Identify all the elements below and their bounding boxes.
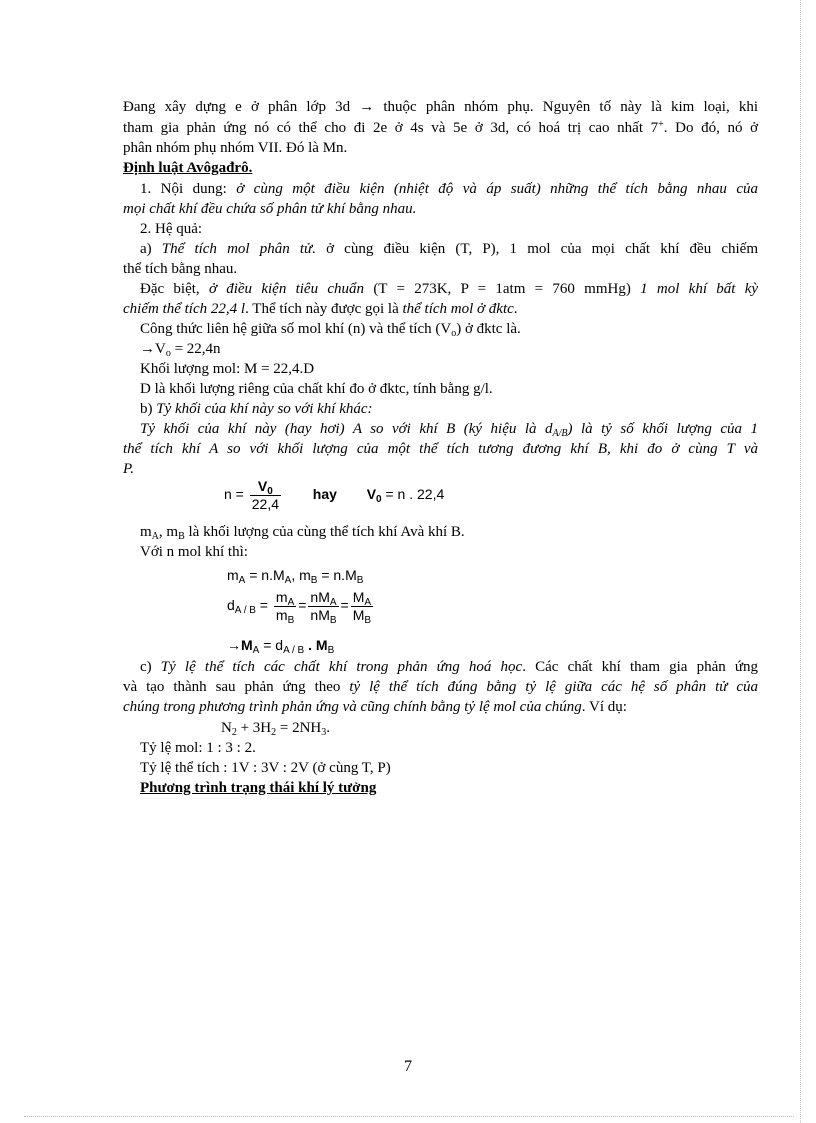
subscript: A: [287, 597, 295, 608]
b-def-line-2: thể tích khí A so với khối lượng của một thể tích tương đương khí B, khi đo ở cùng T và: [123, 441, 758, 457]
formula-text: m: [275, 589, 288, 605]
formula-text: = d: [259, 637, 284, 653]
molar-mass-line: Khối lượng mol: M = 22,4.D: [140, 361, 315, 377]
body-text: và tạo thành sau phản ứng theo: [123, 679, 341, 695]
fraction: [351, 589, 373, 626]
italic-text: chúng trong phương trình phản ứng và cũng chính bằng tỷ lệ mol của chúng: [123, 699, 582, 715]
formula-text: , m: [291, 567, 311, 583]
intro-text: tham gia phản ứng nó có thể cho đi 2e ở 4s và 5e ở 3d, có hoá trị cao nhất 7: [123, 120, 659, 136]
superscript: +: [658, 119, 664, 130]
density-line: D là khối lượng riêng của chất khí đo ở đktc, tính bằng g/l.: [140, 381, 493, 397]
body-text: .: [513, 301, 518, 317]
special-line-2: [123, 300, 518, 318]
subscript: 2: [231, 727, 237, 738]
section-heading-avogadro: Định luật Avôgađrô.: [123, 160, 253, 176]
formula-text: N: [221, 720, 232, 736]
subscript: A: [252, 645, 260, 656]
fraction: [308, 589, 338, 626]
special-line-1: [140, 280, 758, 298]
body-text: ) ở đktc là.: [456, 321, 521, 337]
intro-text: Đang xây dựng e ở phân lớp 3d: [123, 99, 351, 115]
intro-text: thuộc phân nhóm phụ. Nguyên tố này là kim loại, khi: [383, 99, 759, 115]
content-line-2: mọi chất khí đều chứa số phân tử khí bằng nhau.: [123, 201, 417, 217]
fraction: [250, 479, 281, 512]
fraction-denominator: [308, 607, 338, 626]
subscript: B: [327, 645, 335, 656]
subscript: A: [151, 531, 159, 542]
subscript: B: [178, 531, 185, 542]
formula-text: M: [352, 589, 365, 605]
with-n-line: Với n mol khí thì:: [140, 544, 248, 560]
body-text: là khối lượng của cùng thể tích khí Avà khí B.: [184, 524, 465, 540]
formula-text: .: [326, 720, 331, 736]
c-line-3: [123, 698, 627, 716]
body-text: Công thức liên hệ giữa số mol khí (n) và thể tích (V: [140, 321, 452, 337]
body-text: Đặc biệt,: [140, 281, 200, 297]
volume-formula: [140, 340, 221, 358]
subscript: B: [287, 615, 295, 626]
body-text: . Thể tích này được gọi là: [245, 301, 399, 317]
subscript: o: [451, 328, 457, 339]
fraction-denominator: 22,4: [251, 496, 279, 512]
subscript: B: [356, 575, 364, 586]
c-line-1: [140, 658, 758, 676]
intro-line-1: [123, 98, 758, 116]
equation-density-ratio: $d_{A / B}$ = $\frac{m_A}{m_B}$ = $\frac{nM_A}{nM_B}$ = $\frac{M_A}{M_B}$: [227, 589, 372, 626]
subscript: A / B: [234, 605, 256, 617]
italic-text: ở cùng một điều kiện (nhiệt độ và áp suất) những thể tích bằng nhau của: [236, 181, 759, 197]
italic-text: tỷ lệ thể tích đúng bằng tỷ lệ giữa các hệ số phân tử của: [349, 679, 758, 695]
right-arrow-icon: →: [140, 341, 155, 357]
italic-text: thể tích mol ở đktc: [402, 301, 514, 317]
a-line-1: [140, 240, 758, 258]
subscript: B: [329, 615, 337, 626]
body-text: . Ví dụ:: [581, 699, 627, 715]
fraction-denominator: [274, 607, 296, 626]
italic-text: Tỷ khối của khí này (hay hơi) A so với khí B (ký hiệu là d: [140, 421, 553, 437]
fraction-numerator: [308, 590, 338, 607]
content-line-1: [140, 180, 758, 198]
subscript: 3: [321, 727, 327, 738]
subscript: A: [329, 597, 337, 608]
masses-line: [140, 523, 465, 541]
italic-text: ) là tỷ số khối lượng của 1: [567, 421, 758, 437]
item-label: b): [140, 401, 153, 417]
equation-molar-mass: [227, 636, 334, 654]
b-heading: [140, 400, 373, 418]
item-label: c): [140, 659, 152, 675]
page-border-right: [800, 0, 801, 1123]
italic-text: chiếm thể tích 22,4 l: [123, 301, 246, 317]
body-text: ở cùng điều kiện (T, P), 1 mol của mọi chất khí đều chiếm: [326, 241, 758, 257]
right-arrow-icon: →: [359, 99, 375, 115]
formula-text: , m: [158, 524, 179, 540]
subscript: A/B: [552, 428, 568, 439]
item-label: a): [140, 241, 152, 257]
mole-ratio-line: Tỷ lệ mol: 1 : 3 : 2.: [140, 740, 256, 756]
formula-text: V: [366, 486, 377, 503]
subscript: B: [364, 615, 372, 626]
subscript: A / B: [283, 645, 305, 656]
italic-text: ở điều kiện tiêu chuẩn: [208, 281, 365, 297]
a-line-2: thể tích bằng nhau.: [123, 261, 238, 277]
reaction-equation: [221, 719, 330, 737]
formula-text: nM: [310, 607, 330, 623]
formula-text: n =: [224, 486, 244, 503]
formula-intro: [140, 320, 521, 338]
formula-text: V: [155, 341, 166, 357]
formula-text: m: [227, 567, 239, 583]
subscript: 2: [271, 727, 277, 738]
fraction-numerator: [250, 479, 281, 496]
italic-text: Tỷ khối của khí này so với khí khác:: [156, 401, 373, 417]
body-text: (T = 273K, P = 1atm = 760 mmHg): [373, 281, 631, 297]
formula-text: + 3H: [236, 720, 272, 736]
subscript: o: [165, 348, 171, 359]
intro-line-3: phân nhóm phụ nhóm VII. Đó là Mn.: [123, 140, 348, 156]
fraction-denominator: [351, 607, 373, 626]
formula-text: hay: [312, 486, 337, 503]
b-def-line-3: P.: [123, 461, 134, 477]
fraction-numerator: [274, 590, 296, 607]
formula-text: nM: [310, 589, 330, 605]
fraction-numerator: [351, 590, 373, 607]
item-2-label: 2. Hệ quả:: [140, 221, 203, 237]
subscript: 0: [376, 494, 382, 506]
formula-text: = n.M: [245, 567, 285, 583]
subscript: A: [284, 575, 292, 586]
subscript: A: [238, 575, 246, 586]
page-border-bottom: [24, 1116, 794, 1117]
b-def-line-1: [140, 420, 758, 438]
formula-text: V: [257, 478, 268, 494]
formula-text: m: [140, 524, 152, 540]
intro-text: . Do đó, nó ở: [663, 120, 759, 136]
equation-masses: [227, 566, 363, 584]
page-number: 7: [404, 1058, 412, 1075]
formula-text: = 2NH: [276, 720, 322, 736]
subscript: A: [364, 597, 372, 608]
formula-text: M: [241, 637, 253, 653]
formula-text: = n.M: [317, 567, 357, 583]
section-heading-ideal-gas: Phương trình trạng thái khí lý tưởng: [140, 780, 377, 796]
c-line-2: [123, 678, 758, 696]
body-text: . Các chất khí tham gia phản ứng: [522, 659, 759, 675]
subscript: 0: [267, 486, 273, 497]
item-label: 1. Nội dung:: [140, 181, 227, 197]
formula-text: = 22,4n: [170, 341, 221, 357]
formula-text: d: [227, 597, 235, 614]
right-arrow-icon: →: [227, 637, 241, 653]
italic-text: Tỷ lệ thể tích các chất khí trong phản ứng hoá học: [160, 659, 523, 675]
italic-text: 1 mol khí bất kỳ: [640, 281, 759, 297]
formula-text: M: [352, 607, 365, 623]
formula-text: m: [275, 607, 288, 623]
fraction: [274, 589, 296, 626]
subscript: B: [310, 575, 318, 586]
formula-text: . M: [304, 637, 328, 653]
formula-text: = n . 22,4: [381, 486, 445, 503]
equation-n-volume: [224, 479, 444, 512]
italic-text: Thể tích mol phân tử.: [161, 241, 316, 257]
intro-line-2: [123, 119, 758, 137]
volume-ratio-line: Tỷ lệ thể tích : 1V : 3V : 2V (ở cùng T, P): [140, 760, 391, 776]
